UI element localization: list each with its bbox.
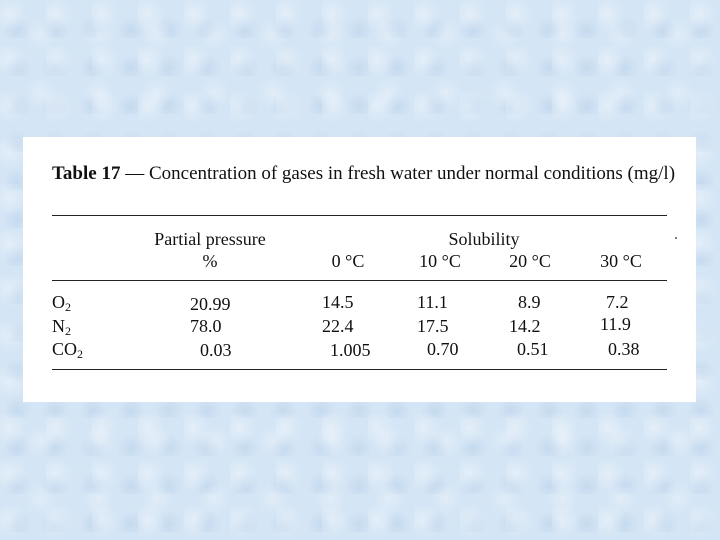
cell-co2-partial: 0.03 — [200, 340, 232, 360]
cell-co2-0c: 1.005 — [330, 340, 371, 360]
cell-n2-partial: 78.0 — [190, 316, 222, 336]
row-gas-co2: $CO_2$ — [52, 339, 84, 361]
header-temp-20: 20 °C — [509, 251, 551, 271]
cell-o2-20c: 8.9 — [518, 292, 541, 312]
cell-co2-10c: 0.70 — [427, 339, 459, 359]
table-figure — [23, 137, 696, 402]
caption-dash: — — [120, 163, 149, 184]
table-caption — [52, 162, 682, 186]
cell-n2-10c: 17.5 — [417, 316, 449, 336]
cell-n2-0c: 22.4 — [322, 316, 354, 336]
bottom-rule — [52, 369, 667, 370]
cell-o2-partial: 20.99 — [190, 294, 231, 314]
header-rule — [52, 280, 667, 281]
header-partial-unit: % — [202, 251, 218, 271]
cell-o2-30c: 7.2 — [606, 292, 629, 312]
cell-n2-30c: 11.9 — [600, 314, 631, 334]
cell-co2-30c: 0.38 — [608, 339, 640, 359]
cell-o2-10c: 11.1 — [417, 292, 448, 312]
cell-o2-0c: 14.5 — [322, 292, 354, 312]
header-solubility: Solubility — [448, 229, 520, 249]
header-temp-0: 0 °C — [331, 251, 365, 271]
top-rule — [52, 215, 667, 216]
cell-co2-20c: 0.51 — [517, 339, 549, 359]
header-temp-30: 30 °C — [600, 251, 642, 271]
table-title: Concentration of gases in fresh water under normal conditions (mg/l) — [148, 163, 676, 184]
header-partial-pressure: Partial pressure — [154, 229, 266, 249]
header-temp-10: 10 °C — [419, 251, 461, 271]
row-gas-o2: $O_2$ — [52, 292, 71, 314]
scan-speck — [675, 237, 677, 239]
row-gas-n2: $N_2$ — [52, 316, 71, 338]
cell-n2-20c: 14.2 — [509, 316, 541, 336]
table-label: Table 17 — [52, 163, 121, 184]
